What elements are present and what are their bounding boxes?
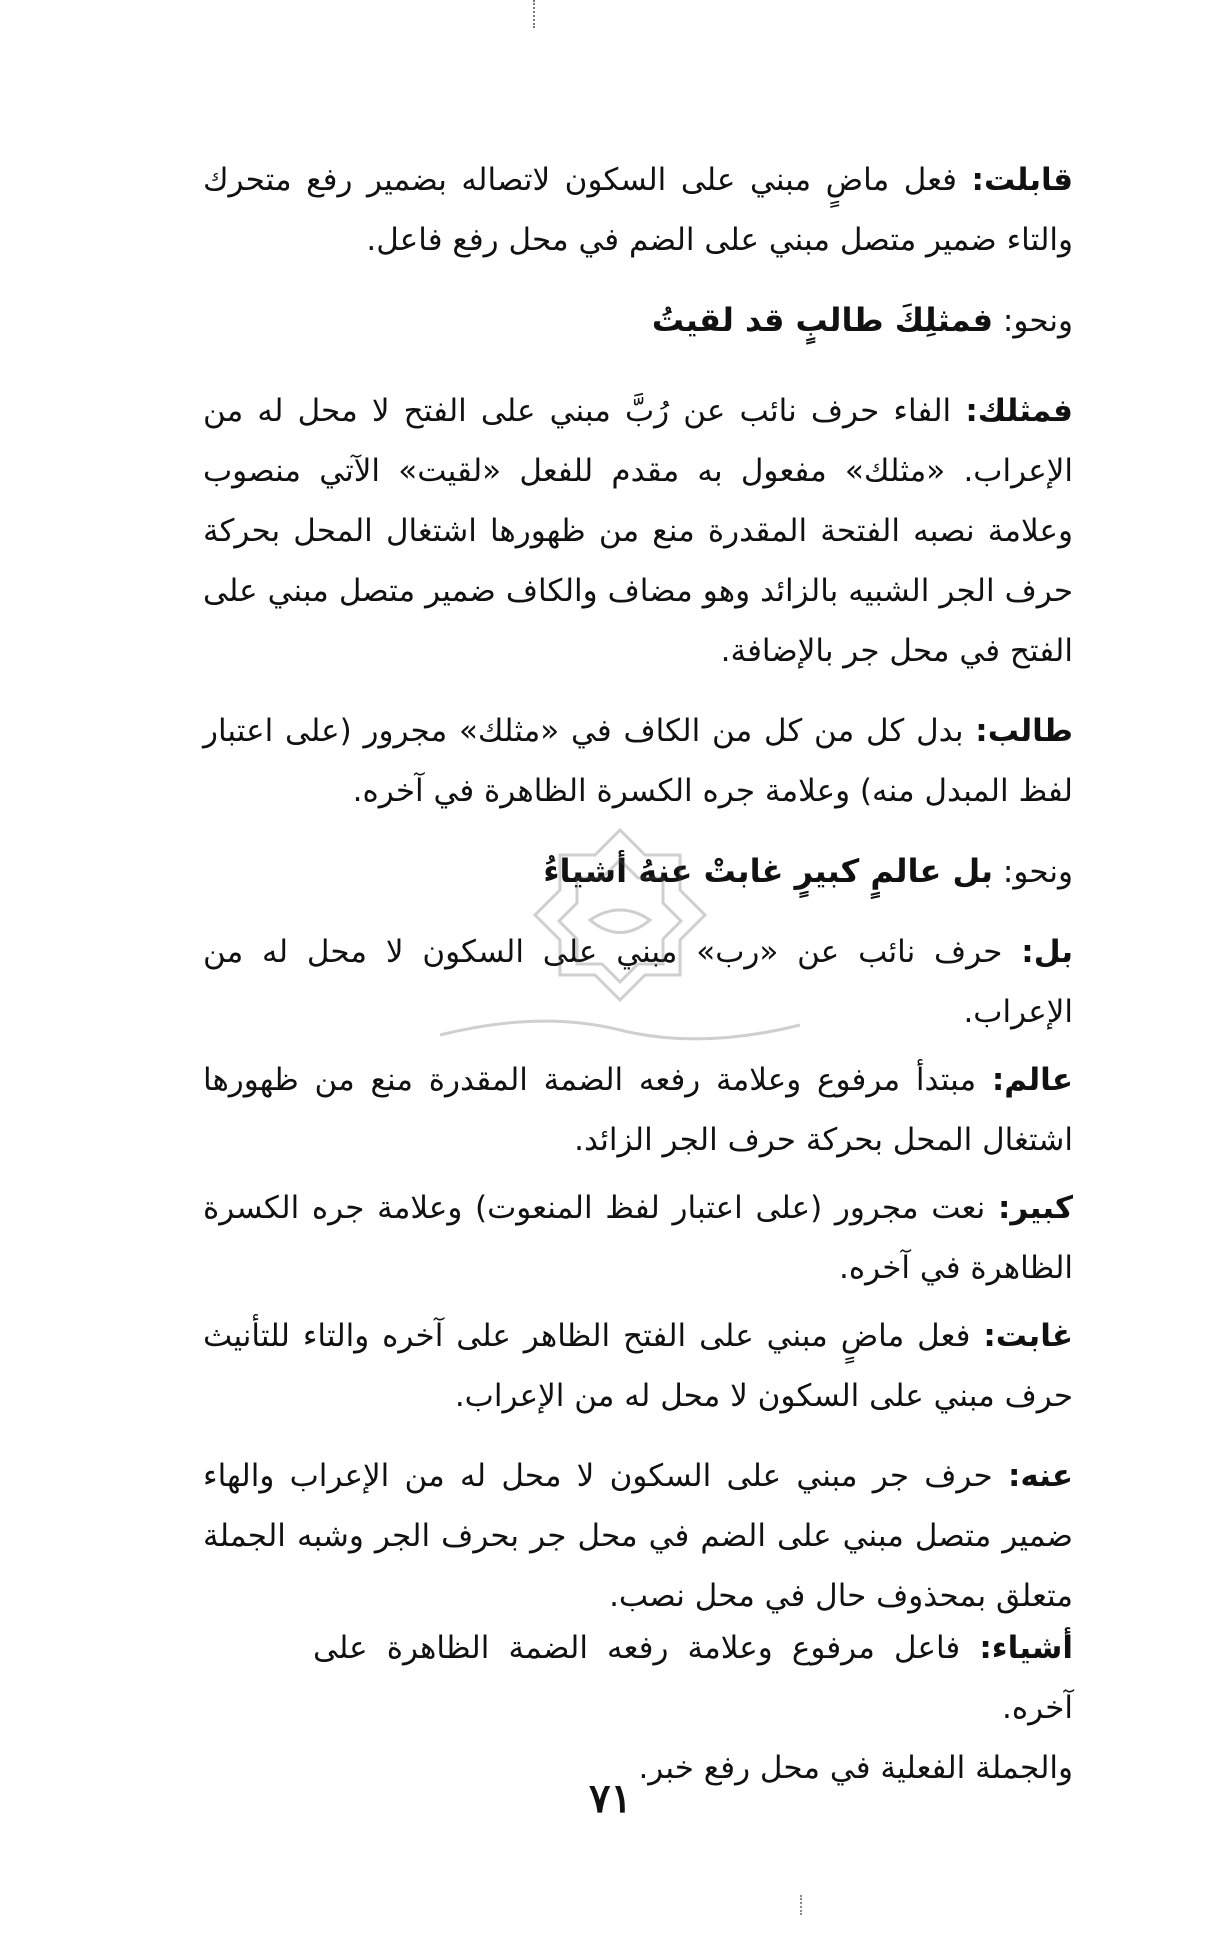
term-label: طالب:	[975, 713, 1073, 749]
term-explanation: فعل ماضٍ مبني على الفتح الظاهر على آخره والتاء للتأنيث حرف مبني على السكون لا محل له من الإعراب.	[203, 1318, 1073, 1414]
paragraph-bal	[203, 922, 1073, 1042]
term-label: كبير:	[997, 1190, 1073, 1226]
example-sentence: بل عالمٍ كبيرٍ غابتْ عنهُ أشياءُ	[543, 852, 994, 890]
example-sentence: فمثلِكَ طالبٍ قد لقيتُ	[651, 301, 994, 339]
term-label: فمثلك:	[965, 393, 1073, 429]
term-label: بل:	[1021, 934, 1074, 970]
conclusion-text: والجملة الفعلية في محل رفع خبر.	[638, 1750, 1073, 1786]
page-number: ٧١	[589, 1775, 632, 1822]
term-label: غابت:	[983, 1318, 1074, 1354]
paragraph-kabir	[203, 1178, 1073, 1298]
page-crease-bottom	[800, 1895, 804, 1915]
term-explanation: فعل ماضٍ مبني على السكون لاتصاله بضمير رفع متحرك والتاء ضمير متصل مبني على الضم في محل رفع فاعل.	[203, 162, 1073, 258]
term-explanation: حرف جر مبني على السكون لا محل له من الإعراب والهاء ضمير متصل مبني على الضم في محل جر بحرف الجر وشبه الجملة متعلق بمحذوف حال في محل نصب.	[203, 1458, 1073, 1614]
example-label: ونحو:	[1002, 303, 1073, 339]
example-label: ونحو:	[1002, 854, 1073, 890]
paragraph-alim	[203, 1050, 1073, 1170]
term-explanation: فاعل مرفوع وعلامة رفعه الضمة الظاهرة على آخره.	[313, 1630, 1073, 1726]
paragraph-ghabat	[203, 1306, 1073, 1426]
term-label: أشياء:	[979, 1630, 1073, 1666]
paragraph-qabalt	[203, 150, 1073, 270]
term-label: قابلت:	[971, 162, 1073, 198]
term-label: عنه:	[1007, 1458, 1073, 1494]
main-text	[203, 150, 1073, 1626]
paragraph-famithlak	[203, 381, 1073, 681]
paragraph-ashya	[313, 1618, 1073, 1738]
term-explanation: مبتدأ مرفوع وعلامة رفعه الضمة المقدرة منع من ظهورها اشتغال المحل بحركة حرف الجر الزائد.	[203, 1062, 1073, 1158]
example-line-2	[203, 841, 1073, 902]
example-line-1	[203, 290, 1073, 351]
term-label: عالم:	[991, 1062, 1073, 1098]
closing-lines	[313, 1618, 1073, 1798]
term-explanation: نعت مجرور (على اعتبار لفظ المنعوت) وعلامة جره الكسرة الظاهرة في آخره.	[203, 1190, 1073, 1286]
page-crease-top	[533, 0, 537, 28]
term-explanation: الفاء حرف نائب عن رُبَّ مبني على الفتح لا محل له من الإعراب. «مثلك» مفعول به مقدم للفعل «لقيت» الآتي منصوب وعلامة نصبه الفتحة المقدرة منع من ظهورها اشتغال المحل بحركة حرف الجر الشبيه بالزائد وهو مضاف والكاف ضمير متصل مبني على الفتح في محل جر بالإضافة.	[203, 393, 1073, 669]
paragraph-talib	[203, 701, 1073, 821]
paragraph-anhu	[203, 1446, 1073, 1626]
term-explanation: حرف نائب عن «رب» مبني على السكون لا محل له من الإعراب.	[203, 934, 1073, 1030]
term-explanation: بدل كل من كل من الكاف في «مثلك» مجرور (على اعتبار لفظ المبدل منه) وعلامة جره الكسرة الظاهرة في آخره.	[203, 713, 1073, 809]
